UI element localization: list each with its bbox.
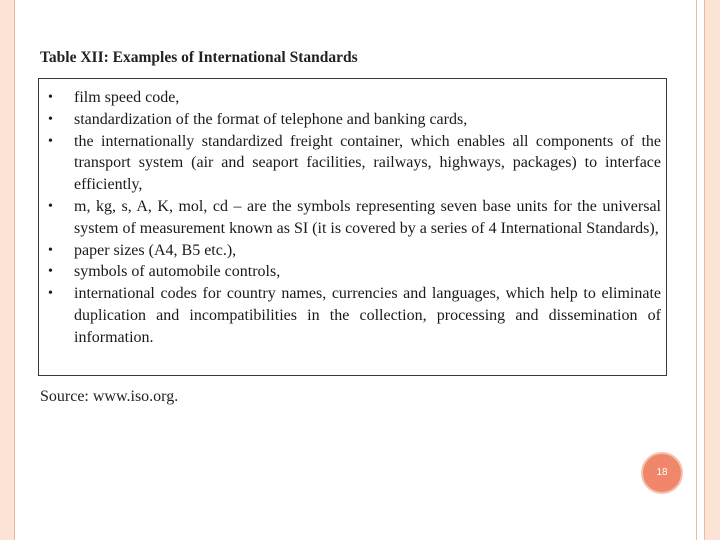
list-item-text: the internationally standardized freight container, which enables all components of the transport system (air and seaport facilities, railways, highways, packages) to interface efficiently, xyxy=(74,132,661,194)
list-item-text: international codes for country names, currencies and languages, which help to eliminate duplication and incompatibilities in the collection, processing and dissemination of information. xyxy=(74,285,661,346)
bullet-icon: • xyxy=(48,198,53,214)
bullet-icon: • xyxy=(48,286,53,302)
slide-frame-left xyxy=(0,0,15,540)
list-item xyxy=(39,131,666,196)
list-item xyxy=(39,261,666,283)
list-item-text: m, kg, s, A, K, mol, cd – are the symbols representing seven base units for the universal system of measurement known as SI (it is covered by a series of 4 International Standards), xyxy=(74,197,661,237)
page-number-badge: 18 xyxy=(641,452,683,494)
list-item-text: film speed code, xyxy=(74,89,180,106)
bullet-icon: • xyxy=(48,264,53,280)
list-item xyxy=(39,283,666,348)
list-item-text: symbols of automobile controls, xyxy=(74,263,281,281)
list-item xyxy=(39,240,666,262)
slide-frame-right-inner xyxy=(704,0,720,540)
bullet-icon: • xyxy=(48,90,53,105)
table-title: Table XII: Examples of International Standards xyxy=(40,49,358,66)
list-item xyxy=(39,196,666,240)
bullet-icon: • xyxy=(48,133,53,149)
bullet-icon: • xyxy=(48,242,53,258)
list-item-text: paper sizes (A4, B5 etc.), xyxy=(74,241,237,259)
source-note: Source: www.iso.org. xyxy=(40,388,179,405)
standards-box xyxy=(38,78,667,376)
bullet-icon: • xyxy=(48,111,53,127)
list-item-text: standardization of the format of telephone and banking cards, xyxy=(74,110,468,128)
list-item xyxy=(39,109,666,131)
standards-list xyxy=(39,87,666,349)
list-item xyxy=(39,87,666,109)
